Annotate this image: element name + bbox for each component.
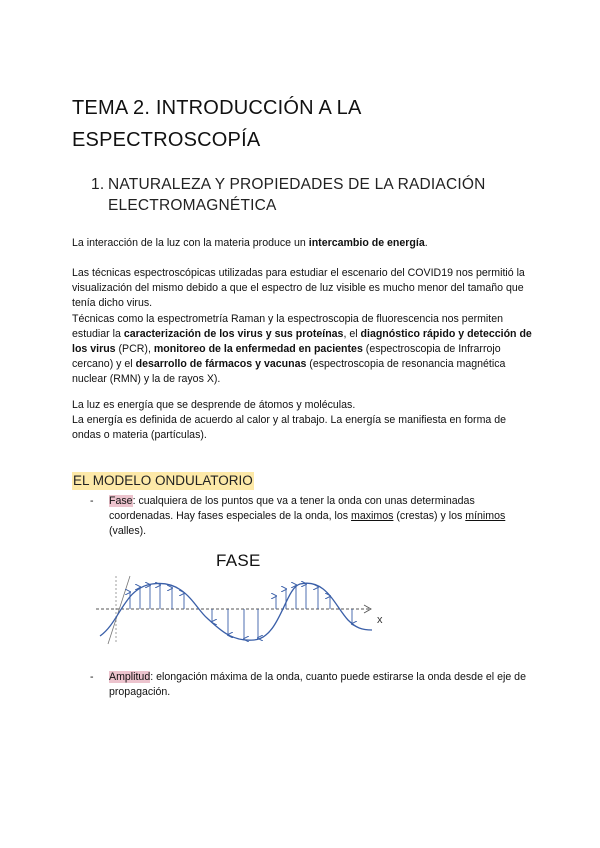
p2-text-e: (espectroscopia de resonancia magnética nuclear (RMN) y la de rayos X). (72, 358, 506, 386)
section-title-line-2: ELECTROMAGNÉTICA (108, 197, 277, 214)
p3-line-2: La energía es definida de acuerdo al calor y al trabajo. La energía se manifiesta en forma de ondas o materia (partículas). (72, 414, 507, 442)
p2-bold-1: caracterización de los virus y sus proteínas (123, 327, 344, 340)
p1-end: . (424, 237, 428, 249)
p1-text: La interacción de la luz con la materia produce un (72, 237, 309, 249)
title-line-2: ESPECTROSCOPÍA (72, 129, 261, 151)
p2-text-d: (espectroscopia de Infrarrojo cercano) y el (72, 343, 501, 371)
trough-arrows (212, 609, 352, 639)
figure-label: FASE (216, 551, 261, 570)
bullet-fase (90, 494, 530, 540)
term-amplitud: Amplitud (109, 671, 151, 683)
paragraph-techniques (72, 266, 532, 388)
wave-figure (90, 572, 400, 652)
fase-text-c: (valles). (109, 525, 147, 538)
paragraph-energy (72, 398, 532, 444)
paragraph-interaction (72, 236, 532, 251)
fase-underline-minimos: mínimos (465, 510, 506, 523)
page-title (72, 92, 542, 156)
bullet-amplitud (90, 670, 530, 700)
title-line-1: TEMA 2. INTRODUCCIÓN A LA (72, 97, 362, 119)
fase-text-a: : cualquiera de los puntos que va a tener la onda con unas determinadas coordenadas. Hay fases especiales de la onda, los (109, 495, 475, 523)
crest-arrows (130, 584, 330, 609)
section-heading (91, 174, 521, 216)
bullet-dash: - (90, 495, 94, 507)
p2-text-c: (PCR), (115, 343, 154, 356)
amplitud-text: : elongación máxima de la onda, cuanto puede estirarse la onda desde el eje de propagación. (109, 671, 526, 699)
helper-line-1 (108, 576, 130, 644)
bullet-dash: - (90, 671, 94, 683)
p2-text-b: , el (343, 327, 361, 340)
p2-bold-3: monitoreo de la enfermedad en pacientes (153, 343, 363, 356)
bullet-fase-text (109, 494, 530, 540)
fase-underline-maximos: maximos (351, 510, 394, 523)
p1-bold: intercambio de energía (308, 237, 425, 249)
fase-text-b: (crestas) y los (393, 510, 466, 523)
axis-label: x (377, 614, 383, 626)
p3-line-1: La luz es energía que se desprende de átomos y moléculas. (72, 399, 356, 411)
section-number: 1. (91, 176, 105, 193)
p2-text-a: Técnicas como la espectrometría Raman y la espectroscopia de fluorescencia nos permiten estudiar la (72, 312, 504, 340)
p2-sentence-1: Las técnicas espectroscópicas utilizadas para estudiar el escenario del COVID19 nos permitió la visualización del mismo debido a que el espectro de luz visible es mucho menor del tamaño que tenía dicho virus. (72, 267, 525, 310)
model-heading: EL MODELO ONDULATORIO (73, 473, 253, 488)
bullet-amplitud-text (109, 670, 530, 700)
p2-bold-4: desarrollo de fármacos y vacunas (135, 358, 307, 371)
term-fase: Fase (109, 495, 133, 507)
section-title-line-1: NATURALEZA Y PROPIEDADES DE LA RADIACIÓN (108, 176, 486, 193)
sine-wave (100, 583, 372, 640)
p2-bold-2: diagnóstico rápido y detección de los virus (72, 327, 532, 356)
